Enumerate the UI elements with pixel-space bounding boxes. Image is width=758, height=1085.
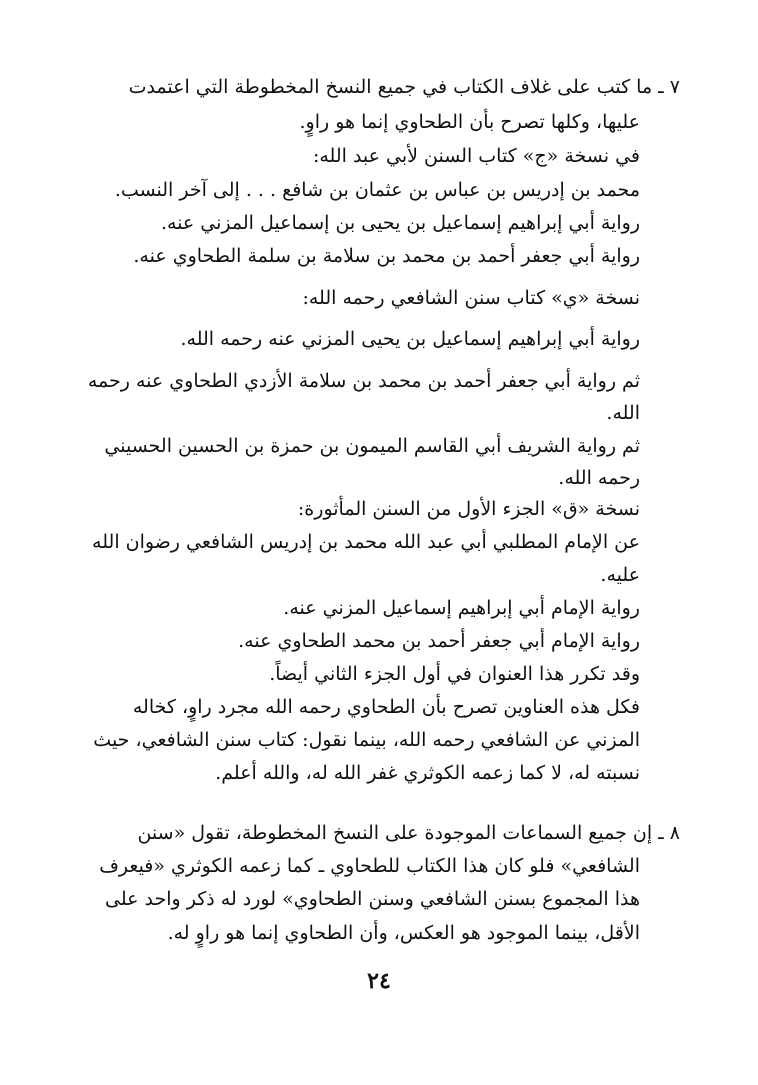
item-8-line-4: الأقل، بينما الموجود هو العكس، وأن الطحاوي إنما هو راوٍ له. <box>167 922 640 944</box>
manuscript-q-line-4: رواية الإمام أبي جعفر أحمد بن محمد الطحاوي عنه. <box>238 630 640 652</box>
manuscript-q-line-1: عن الإمام المطلبي أبي عبد الله محمد بن إدريس الشافعي رضوان الله <box>92 531 640 553</box>
manuscript-j-line-3: رواية أبي جعفر أحمد بن محمد بن سلامة بن سلمة الطحاوي عنه. <box>133 245 640 267</box>
item-8-line-1: ٨ ـ إن جميع السماعات الموجودة على النسخ المخطوطة، تقول «سنن <box>137 822 680 844</box>
manuscript-q-line-5: وقد تكرر هذا العنوان في أول الجزء الثاني أيضاً. <box>269 663 640 685</box>
manuscript-q-heading: نسخة «ق» الجزء الأول من السنن المأثورة: <box>297 498 640 520</box>
manuscript-j-heading: في نسخة «ج» كتاب السنن لأبي عبد الله: <box>312 145 640 167</box>
manuscript-q-line-2: عليه. <box>600 564 640 586</box>
item-7-line-2: عليها، وكلها تصرح بأن الطحاوي إنما هو راوٍ. <box>299 111 640 133</box>
conclusion-line-2: المزني عن الشافعي رحمه الله، بينما نقول: كتاب سنن الشافعي، حيث <box>93 729 640 751</box>
manuscript-q-line-3: رواية الإمام أبي إبراهيم إسماعيل المزني عنه. <box>283 597 640 619</box>
manuscript-y-line-4: ثم رواية الشريف أبي القاسم الميمون بن حمزة بن الحسين الحسيني <box>104 435 640 457</box>
manuscript-y-line-1: رواية أبي إبراهيم إسماعيل بن يحيى المزني عنه رحمه الله. <box>180 328 640 350</box>
manuscript-y-line-3: الله. <box>606 402 640 424</box>
page-number: ٢٤ <box>367 968 391 994</box>
conclusion-line-3: نسبته له، لا كما زعمه الكوثري غفر الله له، والله أعلم. <box>215 762 640 784</box>
manuscript-y-line-2: ثم رواية أبي جعفر أحمد بن محمد بن سلامة الأزدي الطحاوي عنه رحمه <box>87 370 640 392</box>
manuscript-y-heading: نسخة «ي» كتاب سنن الشافعي رحمه الله: <box>302 287 640 309</box>
item-8-line-3: هذا المجموع بسنن الشافعي وسنن الطحاوي» لورد له ذكر واحد على <box>105 888 640 910</box>
manuscript-j-line-1: محمد بن إدريس بن عباس بن عثمان بن شافع . . . إلى آخر النسب. <box>114 179 640 201</box>
item-8-line-2: الشافعي» فلو كان هذا الكتاب للطحاوي ـ كما زعمه الكوثري «فيعرف <box>99 855 640 877</box>
manuscript-y-line-5: رحمه الله. <box>558 467 640 489</box>
manuscript-j-line-2: رواية أبي إبراهيم إسماعيل بن يحيى بن إسماعيل المزني عنه. <box>160 212 640 234</box>
item-7-line-1: ٧ ـ ما كتب على غلاف الكتاب في جميع النسخ المخطوطة التي اعتمدت <box>128 76 680 98</box>
conclusion-line-1: فكل هذه العناوين تصرح بأن الطحاوي رحمه الله مجرد راوٍ، كخاله <box>132 696 640 718</box>
